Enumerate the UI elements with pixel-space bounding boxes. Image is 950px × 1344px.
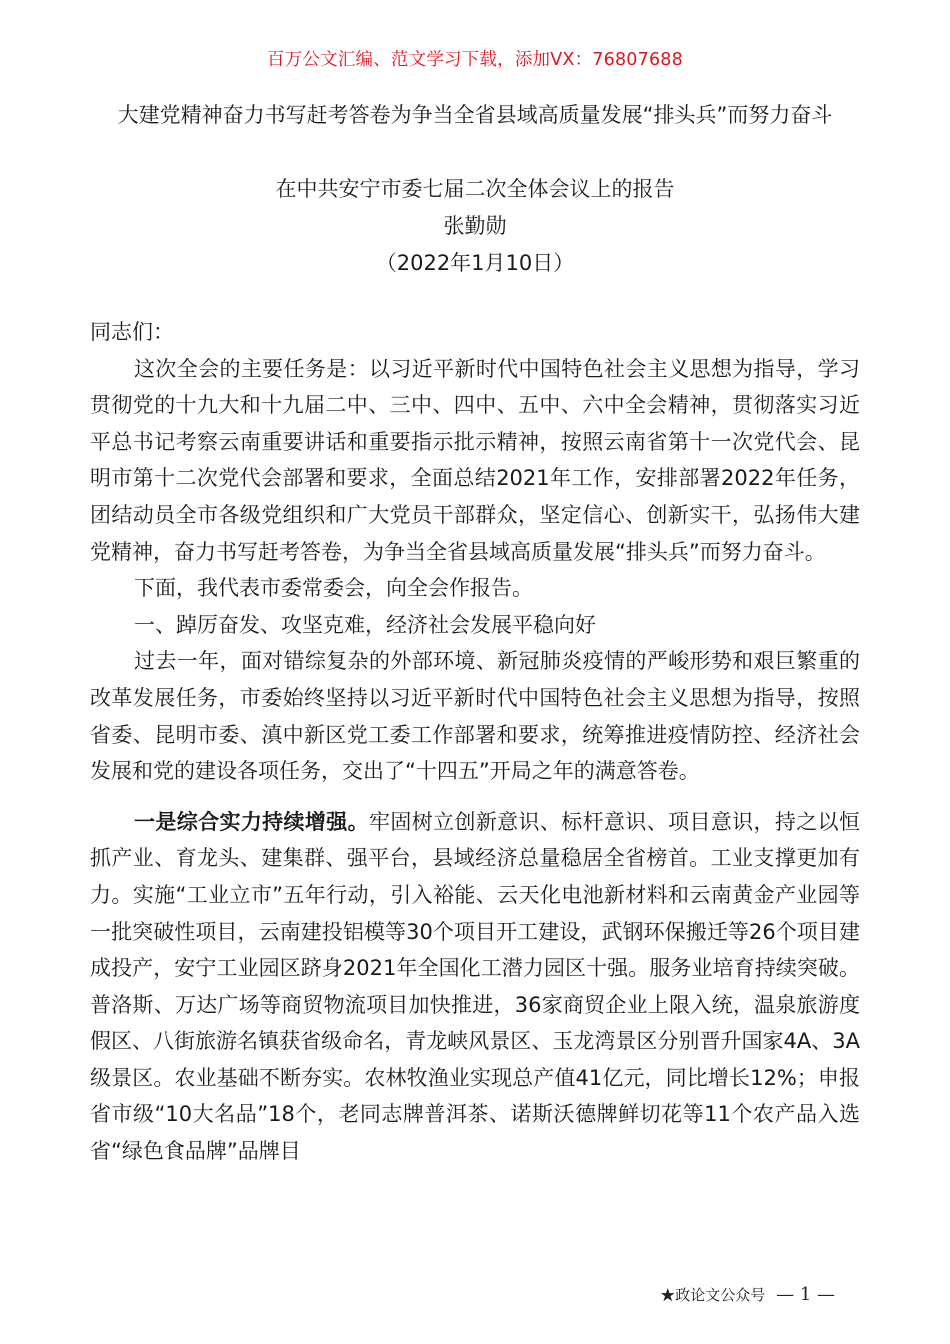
paragraph-3: 过去一年，面对错综复杂的外部环境、新冠肺炎疫情的严峻形势和艰巨繁重的改革发展任务，市委始终坚持以习近平新时代中国特色社会主义思想为指导，按照省委、昆明市委、滇中新区党工委工作部署和要求，统筹推进疫情防控、经济社会发展和党的建设各项任务，交出了“十四五”开局之年的满意答卷。 <box>90 649 860 784</box>
document-author: 张勤勋 <box>443 214 507 238</box>
document-subtitle: 在中共安宁市委七届二次全体会议上的报告 <box>275 177 675 201</box>
paragraph-4-lead: 一是综合实力持续增强。 <box>134 809 369 834</box>
paragraph-4-text: 牢固树立创新意识、标杆意识、项目意识，持之以恒抓产业、育龙头、建集群、强平台，县域经济总量稳居全省榜首。工业支撑更加有力。实施“工业立市”五年行动，引入裕能、云天化电池新材料和云南黄金产业园等一批突破性项目，云南建投铝模等30个项目开工建设，武钢环保搬迁等26个项目建成投产，安宁工业园区跻身2021年全国化工潜力园区十强。服务业培育持续突破。普洛斯、万达广场等商贸物流项目加快推进，36家商贸企业上限入统，温泉旅游度假区、八街旅游名镇获省级命名，青龙峡风景区、玉龙湾景区分别晋升国家4A、3A级景区。农业基础不断夯实。农林牧渔业实现总产值41亿元，同比增长12%；申报省市级“10大名品”18个，老同志牌普洱茶、诺斯沃德牌鲜切花等11个农产品入选省“绿色食品牌”品牌目 <box>90 809 860 1164</box>
salutation: 同志们： <box>90 320 174 344</box>
page-footer <box>660 1284 835 1305</box>
page-number: — 1 — <box>776 1284 835 1305</box>
footer-source: ★政论文公众号 <box>660 1286 766 1304</box>
section-heading-1: 一、踔厉奋发、攻坚克难，经济社会发展平稳向好 <box>134 612 596 637</box>
document-date: （2022年1月10日） <box>375 251 575 275</box>
watermark-banner: 百万公文汇编、范文学习下载，添加VX：76807688 <box>267 50 683 70</box>
paragraph-2: 下面，我代表市委常委会，向全会作报告。 <box>134 576 533 601</box>
document-body <box>90 314 860 1170</box>
paragraph-1: 这次全会的主要任务是：以习近平新时代中国特色社会主义思想为指导，学习贯彻党的十九大和十九届二中、三中、四中、五中、六中全会精神，贯彻落实习近平总书记考察云南重要讲话和重要指示批示精神，按照云南省第十一次党代会、昆明市第十二次党代会部署和要求，全面总结2021年工作，安排部署2022年任务，团结动员全市各级党组织和广大党员干部群众，坚定信心、创新实干，弘扬伟大建党精神，奋力书写赶考答卷，为争当全省县域高质量发展“排头兵”而努力奋斗。 <box>90 356 860 564</box>
paragraph-4 <box>90 804 860 1170</box>
document-title: 大建党精神奋力书写赶考答卷为争当全省县域高质量发展“排头兵”而努力奋斗 <box>117 103 833 127</box>
